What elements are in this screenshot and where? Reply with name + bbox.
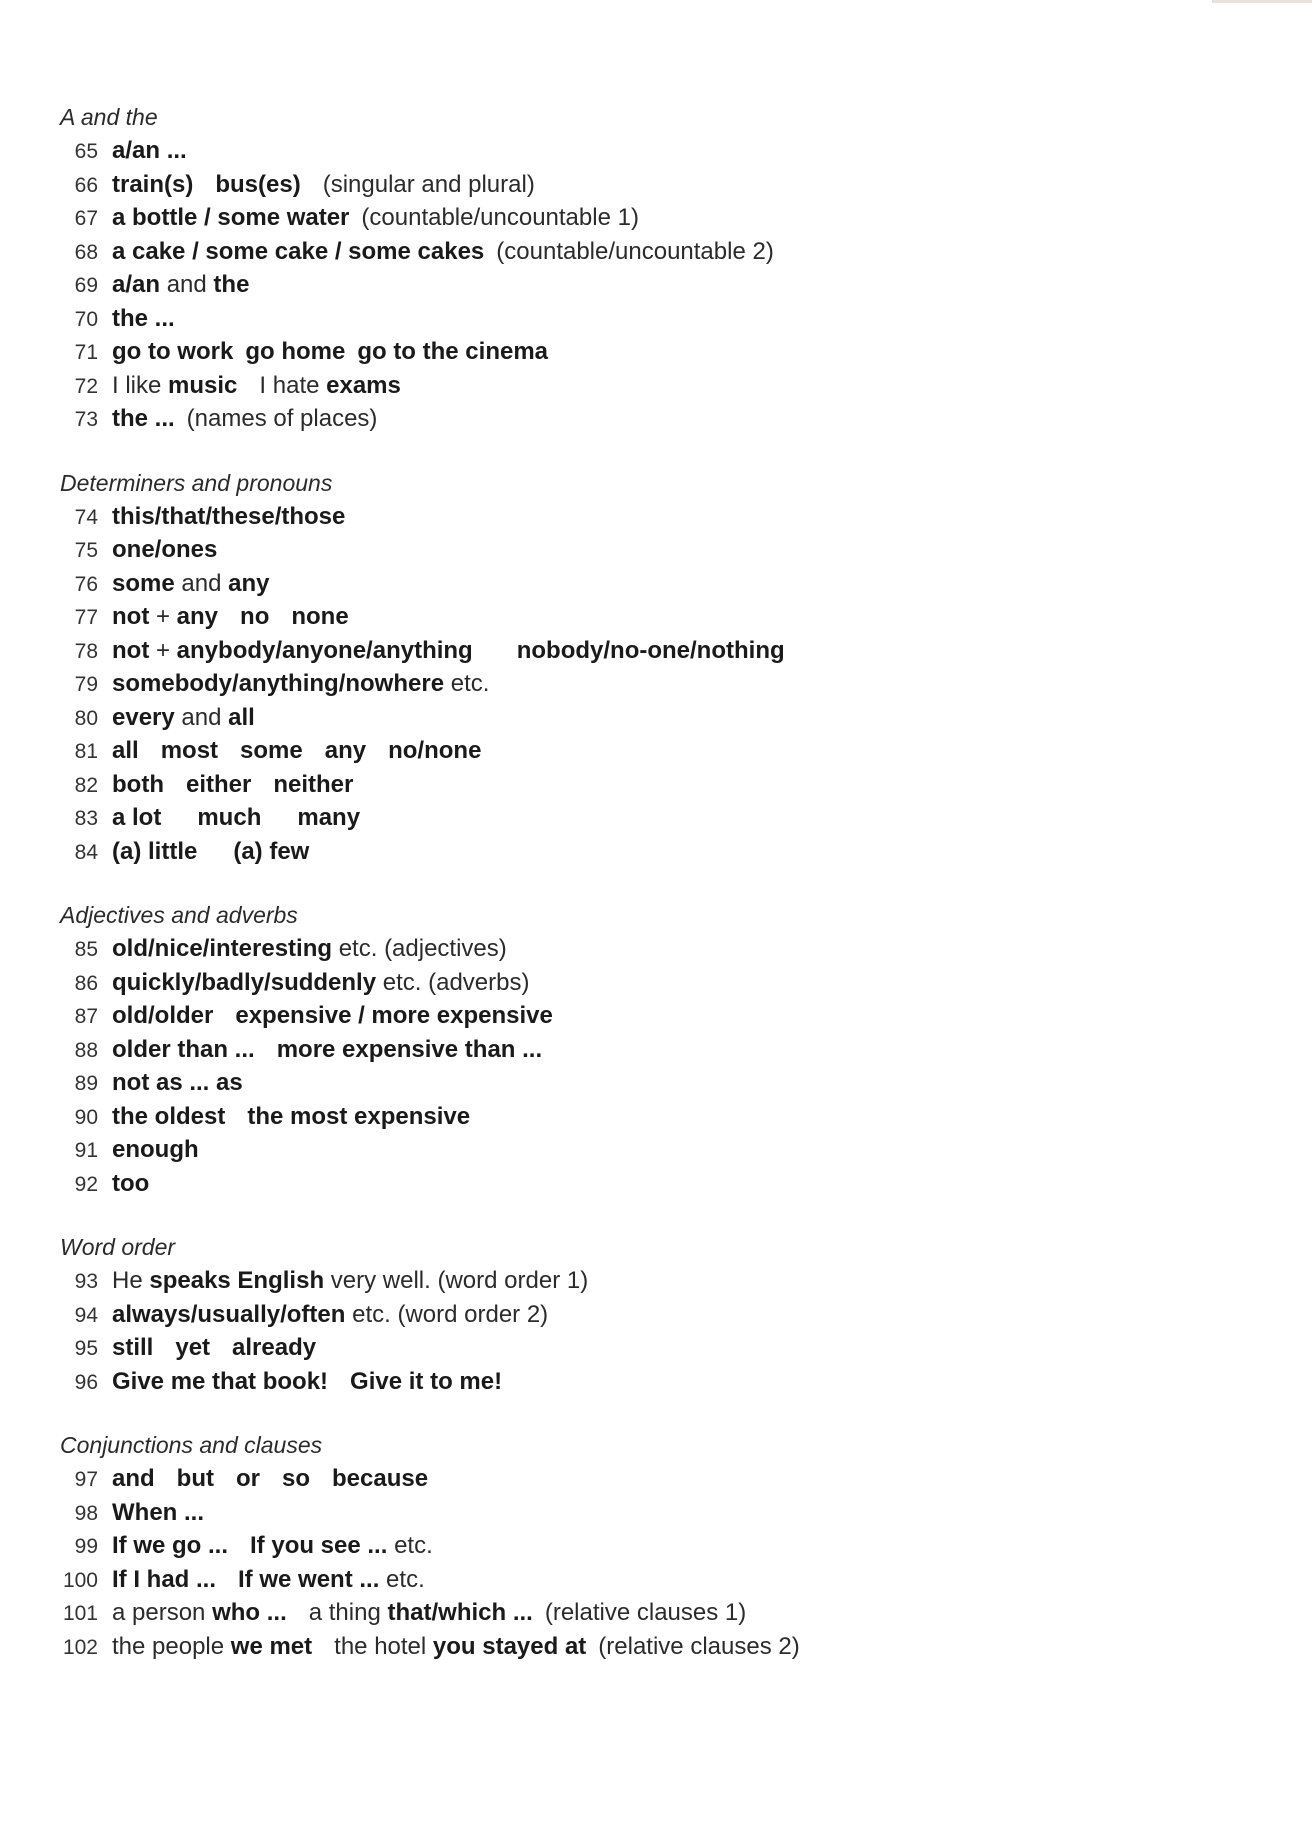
entry-note: (singular and plural) [322, 170, 535, 198]
entry-connector: and [181, 703, 222, 731]
entry-note: (names of places) [186, 405, 378, 432]
section-title: Conjunctions and clauses [60, 1432, 323, 1458]
unit-number: 85 [74, 938, 98, 961]
entry-text: nobody/no-one/nothing [516, 636, 785, 664]
entry-text: all [112, 737, 139, 764]
entry-93[interactable] [58, 1264, 1258, 1298]
entry-102[interactable] [58, 1630, 1258, 1664]
entry-text: old/nice/interesting [112, 935, 333, 962]
entry-96[interactable] [58, 1365, 1258, 1399]
entry-73[interactable] [58, 402, 1258, 436]
entry-text: If you see ... [250, 1532, 388, 1559]
entry-text: and [112, 1465, 155, 1492]
unit-number: 90 [74, 1105, 98, 1129]
entry-text: or [235, 1465, 260, 1492]
entry-85[interactable] [58, 932, 1258, 966]
entry-80[interactable] [58, 701, 1258, 735]
entry-text: not as ... as [112, 1069, 243, 1096]
entry-92[interactable] [58, 1167, 1258, 1201]
unit-number: 65 [74, 140, 98, 163]
entry-text: speaks English [149, 1267, 325, 1294]
entry-text: go to work [112, 338, 234, 365]
entry-text: Give me that book! [112, 1367, 329, 1395]
unit-number: 71 [74, 341, 98, 364]
unit-number: 93 [74, 1270, 98, 1293]
entry-text: many [297, 804, 361, 831]
section-title: Adjectives and adverbs [60, 902, 298, 928]
entry-text: either [185, 770, 252, 798]
entry-text: I hate [259, 371, 320, 399]
entry-text: most [160, 737, 219, 764]
entry-text: go to the cinema [357, 338, 549, 365]
entry-text: anybody/anyone/anything [176, 636, 473, 664]
entry-text: the [213, 271, 250, 298]
unit-number: 74 [74, 505, 98, 529]
unit-number: 67 [74, 207, 98, 230]
unit-number: 88 [74, 1038, 98, 1062]
entry-text: (a) few [233, 837, 310, 865]
entry-71[interactable] [58, 335, 1258, 369]
entry-81[interactable] [58, 734, 1258, 768]
entry-note: (countable/uncountable 2) [496, 237, 774, 265]
entry-text: bus(es) [215, 170, 301, 198]
entry-text: every [112, 703, 175, 731]
unit-number: 97 [74, 1468, 98, 1491]
entry-text: yet [175, 1334, 211, 1361]
entry-77[interactable] [58, 600, 1258, 634]
entry-99[interactable] [58, 1529, 1258, 1563]
section-conjunctions-and-clauses [58, 1428, 1258, 1663]
entry-79[interactable] [58, 667, 1258, 701]
entry-text: none [291, 603, 349, 630]
unit-number: 77 [74, 606, 98, 629]
entry-text: I like [112, 371, 162, 399]
entry-text: some [240, 737, 303, 764]
entry-94[interactable] [58, 1298, 1258, 1332]
unit-number: 95 [74, 1337, 98, 1360]
entry-text: both [112, 770, 164, 798]
entry-connector: + [155, 603, 170, 630]
entry-text: a person [112, 1599, 206, 1626]
entry-text: the people [112, 1632, 225, 1660]
entry-note: (adverbs) [428, 968, 530, 996]
entry-connector: and [181, 569, 222, 597]
entry-note: (countable/uncountable 1) [361, 204, 639, 231]
unit-number: 100 [62, 1568, 98, 1592]
unit-number: 82 [74, 773, 98, 797]
entry-note: (relative clauses 2) [598, 1632, 800, 1660]
page-edge [1212, 0, 1312, 3]
entry-70[interactable] [58, 302, 1258, 336]
entry-text: some [112, 569, 175, 597]
entry-98[interactable] [58, 1496, 1258, 1530]
entry-text: no/none [388, 737, 482, 764]
entry-text: the ... [112, 405, 175, 432]
entry-84[interactable] [58, 835, 1258, 869]
unit-number: 66 [74, 173, 98, 197]
entry-text: no [240, 603, 270, 630]
section-a-and-the [58, 100, 1258, 436]
entry-text: because [332, 1465, 429, 1492]
unit-number: 98 [74, 1501, 98, 1525]
entry-75[interactable] [58, 533, 1258, 567]
entry-text: quickly/badly/suddenly [112, 968, 377, 996]
entry-text: any [228, 569, 270, 597]
entry-text: much [197, 804, 262, 831]
entry-note: etc. [338, 935, 378, 962]
unit-number: 78 [74, 639, 98, 663]
unit-number: 92 [74, 1172, 98, 1196]
entry-text: old/older [112, 1002, 214, 1029]
entry-text: neither [273, 770, 354, 798]
entry-connector: and [166, 271, 207, 298]
entry-text: always/usually/often [112, 1300, 346, 1328]
entry-86[interactable] [58, 966, 1258, 1000]
entry-text: the ... [112, 304, 175, 332]
entry-text: expensive / more expensive [235, 1002, 553, 1029]
entry-text: a cake / some cake / some cakes [112, 237, 485, 265]
unit-number: 79 [74, 673, 98, 696]
entry-note: etc. [450, 670, 490, 697]
entry-text: If I had ... [112, 1565, 217, 1593]
unit-number: 102 [62, 1635, 98, 1659]
entry-text: but [176, 1465, 214, 1492]
entry-text: music [168, 371, 238, 399]
entry-note: etc. [382, 968, 422, 996]
unit-number: 83 [74, 807, 98, 830]
entry-text: go home [245, 338, 346, 365]
entry-text: you stayed at [432, 1632, 587, 1660]
entry-text: the hotel [334, 1632, 427, 1660]
entry-text: the most expensive [247, 1102, 471, 1130]
entry-83[interactable] [58, 801, 1258, 835]
entry-note: (word order 1) [437, 1267, 589, 1294]
entry-note: etc. [386, 1565, 425, 1593]
entry-note: etc. [394, 1532, 433, 1559]
entry-68[interactable] [58, 235, 1258, 269]
entry-text: a lot [112, 804, 162, 831]
entry-text: train(s) [112, 170, 194, 198]
unit-number: 91 [74, 1139, 98, 1162]
entry-text: already [232, 1334, 317, 1361]
section-title: Determiners and pronouns [60, 469, 333, 496]
entry-note: (word order 2) [397, 1300, 549, 1328]
unit-number: 84 [74, 840, 98, 864]
entry-text: not [112, 603, 150, 630]
unit-number: 86 [74, 971, 98, 995]
entry-76[interactable] [58, 567, 1258, 601]
entry-89[interactable] [58, 1066, 1258, 1100]
entry-text: If we went ... [238, 1565, 380, 1593]
entry-text: If we go ... [112, 1532, 229, 1559]
entry-note: (adjectives) [384, 935, 507, 962]
entry-91[interactable] [58, 1133, 1258, 1167]
entry-text: that/which ... [387, 1599, 533, 1626]
entry-text: a bottle / some water [112, 204, 350, 231]
entry-text: the oldest [112, 1102, 226, 1130]
section-title: Word order [60, 1234, 176, 1260]
entry-101[interactable] [58, 1596, 1258, 1630]
entry-text: who ... [212, 1599, 287, 1626]
entry-text: enough [112, 1136, 199, 1163]
unit-number: 80 [74, 706, 98, 730]
unit-number: 68 [74, 240, 98, 264]
unit-number: 73 [74, 408, 98, 431]
entry-connector: + [155, 636, 170, 664]
section-adjectives-and-adverbs [58, 898, 1258, 1200]
unit-number: 76 [74, 572, 98, 596]
entry-65[interactable] [58, 134, 1258, 168]
entry-text: When ... [112, 1498, 204, 1526]
entry-text: more expensive than ... [276, 1035, 543, 1063]
entry-text: any [324, 737, 367, 764]
entry-text: exams [326, 371, 401, 399]
unit-number: 69 [74, 274, 98, 297]
unit-number: 75 [74, 539, 98, 562]
unit-number: 89 [74, 1072, 98, 1095]
entry-text: this/that/these/those [112, 502, 346, 530]
unit-number: 70 [74, 307, 98, 331]
section-title: A and the [60, 104, 158, 130]
entry-100[interactable] [58, 1563, 1258, 1597]
unit-number: 87 [74, 1005, 98, 1028]
entry-text: too [112, 1169, 150, 1197]
section-determiners-and-pronouns [58, 466, 1258, 869]
entry-90[interactable] [58, 1100, 1258, 1134]
entry-text: a/an ... [112, 137, 187, 164]
entry-82[interactable] [58, 768, 1258, 802]
entry-97[interactable] [58, 1462, 1258, 1496]
entry-text: a thing [308, 1599, 381, 1626]
section-word-order [58, 1230, 1258, 1398]
unit-number: 94 [74, 1303, 98, 1327]
entry-text: still [112, 1334, 154, 1361]
entry-95[interactable] [58, 1331, 1258, 1365]
unit-number: 72 [74, 374, 98, 398]
entry-74[interactable] [58, 500, 1258, 534]
unit-number: 99 [74, 1535, 98, 1558]
unit-number: 96 [74, 1370, 98, 1394]
entry-78[interactable] [58, 634, 1258, 668]
entry-text: (a) little [112, 837, 198, 865]
entry-text: all [228, 703, 255, 731]
entry-87[interactable] [58, 999, 1258, 1033]
entry-text: somebody/anything/nowhere [112, 670, 445, 697]
contents-page [58, 100, 1258, 1693]
entry-67[interactable] [58, 201, 1258, 235]
entry-text: one/ones [112, 536, 218, 563]
entry-88[interactable] [58, 1033, 1258, 1067]
entry-text: Give it to me! [350, 1367, 503, 1395]
entry-text: very well. [330, 1267, 431, 1294]
entry-text: He [112, 1267, 143, 1294]
entry-text: older than ... [112, 1035, 255, 1063]
entry-text: so [281, 1465, 310, 1492]
entry-69[interactable] [58, 268, 1258, 302]
entry-text: a/an [112, 271, 161, 298]
entry-66[interactable] [58, 168, 1258, 202]
entry-text: any [176, 603, 219, 630]
unit-number: 81 [74, 740, 98, 763]
entry-text: we met [230, 1632, 313, 1660]
entry-text: not [112, 636, 150, 664]
unit-number: 101 [62, 1602, 98, 1625]
entry-note: (relative clauses 1) [544, 1599, 747, 1626]
entry-note: etc. [352, 1300, 391, 1328]
entry-72[interactable] [58, 369, 1258, 403]
